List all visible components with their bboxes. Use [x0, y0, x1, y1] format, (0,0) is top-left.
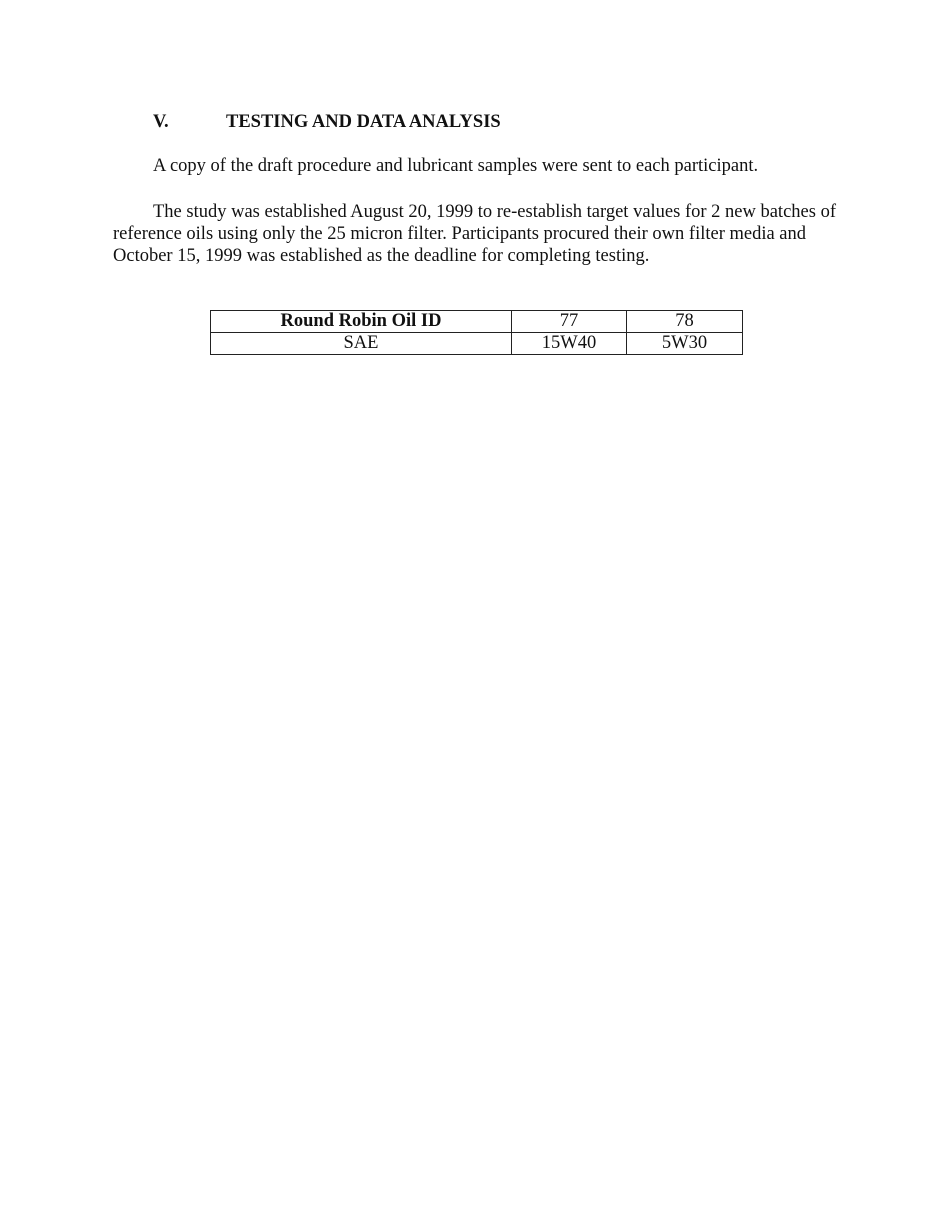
- table-row-sae: [211, 333, 743, 355]
- paragraph-study: The study was established August 20, 1999 to re-establish target values for 2 new batches of reference oils using only the 25 micron filter. Participants procured their own filter media and October 15, 1999 was established as the deadline for completing testing.: [113, 202, 836, 266]
- table-row-oil-id: [211, 311, 743, 333]
- table-cell-label: SAE: [211, 333, 512, 355]
- section-number: V.: [153, 112, 169, 132]
- oil-id-table: [210, 310, 743, 355]
- section-heading: [153, 112, 501, 133]
- table-cell: 15W40: [512, 333, 627, 355]
- section-title: TESTING AND DATA ANALYSIS: [226, 112, 501, 132]
- table-cell-label: Round Robin Oil ID: [211, 311, 512, 333]
- paragraph-intro: A copy of the draft procedure and lubricant samples were sent to each participant.: [153, 156, 759, 176]
- table-cell: 78: [627, 311, 743, 333]
- table-cell: 77: [512, 311, 627, 333]
- table-cell: 5W30: [627, 333, 743, 355]
